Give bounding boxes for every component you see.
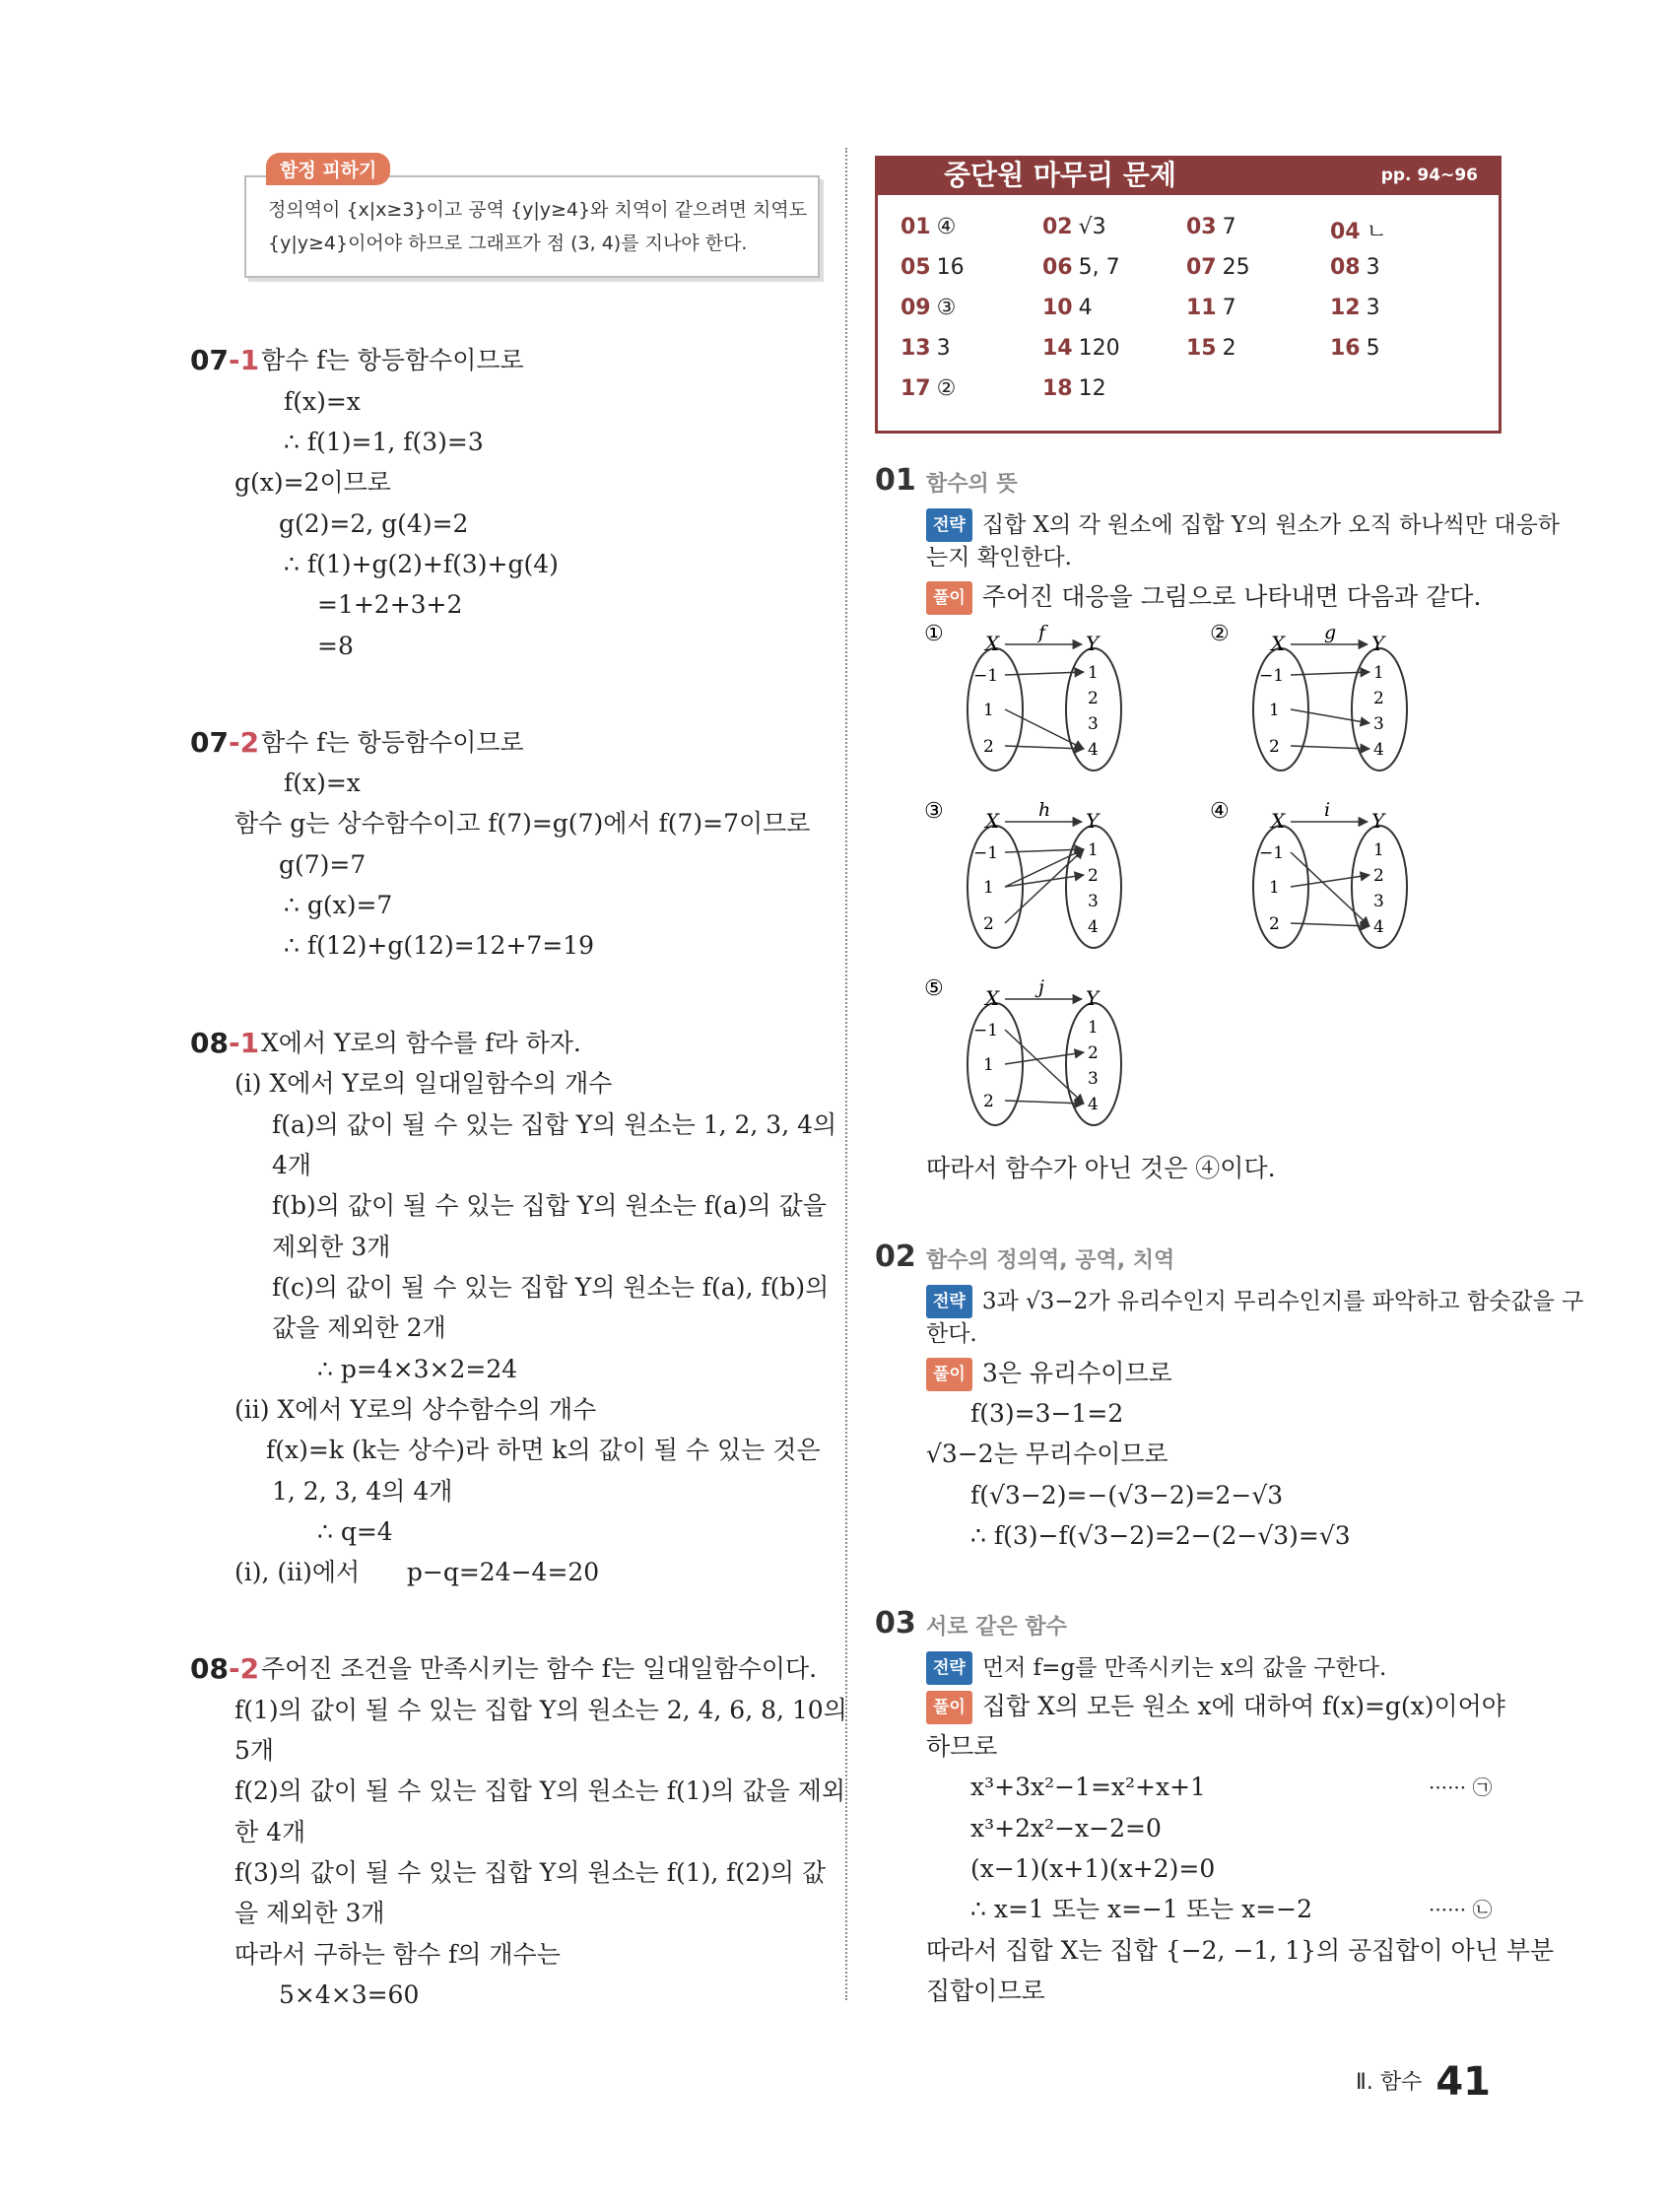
answer-item: 17 ② (901, 376, 957, 401)
answer-item: 02 √3 (1042, 215, 1106, 239)
answer-item: 13 3 (901, 336, 951, 361)
set-y-label: Y (1086, 986, 1100, 1010)
section-number: 03 (875, 1606, 916, 1641)
solution-line: 풀이 주어진 대응을 그림으로 나타내면 다음과 같다. (926, 581, 1481, 615)
solution-line: 풀이 3은 유리수이므로 (926, 1358, 1172, 1391)
text-line: (i) X에서 Y로의 일대일함수의 개수 (234, 1069, 613, 1098)
math-line: f(x)=x (284, 387, 361, 416)
problem-label-08-2: 08-2 (190, 1652, 260, 1685)
section-title: 함수의 뜻 (926, 472, 1018, 497)
set-y-element: 4 (1088, 1095, 1099, 1114)
caution-box (244, 175, 820, 278)
set-y-label: Y (1371, 809, 1385, 833)
text-line: f(2)의 값이 될 수 있는 집합 Y의 원소는 f(1)의 값을 제외 (234, 1776, 846, 1805)
set-y-element: 2 (1373, 689, 1384, 708)
set-y-element: 3 (1373, 892, 1384, 911)
math-line: g(x)=2이므로 (234, 468, 391, 497)
set-x-element: −1 (1259, 843, 1285, 863)
section-number: 01 (875, 463, 916, 498)
mapping-diagram (924, 622, 1121, 771)
mapping-arrow (1005, 1052, 1084, 1064)
mapping-diagram (1210, 622, 1407, 771)
text-line: f(c)의 값이 될 수 있는 집합 Y의 원소는 f(a), f(b)의 (272, 1273, 830, 1302)
set-x-label: X (985, 809, 1000, 833)
mapping-arrow (1005, 709, 1084, 749)
math-line: x³+2x²−x−2=0 (970, 1814, 1162, 1843)
mapping-diagram (1210, 799, 1407, 948)
answer-item: 16 5 (1330, 336, 1380, 361)
answer-box (875, 156, 1501, 434)
page-footer (1356, 2059, 1491, 2105)
text-line: 을 제외한 3개 (234, 1899, 385, 1927)
set-x-element: 2 (983, 737, 994, 757)
choice-mark: ③ (924, 799, 944, 824)
caution-line: {y|y≥4}이어야 하므로 그래프가 점 (3, 4)를 지나야 한다. (268, 233, 748, 254)
answer-item: 04 ㄴ (1330, 220, 1387, 244)
math-line: g(2)=2, g(4)=2 (279, 509, 469, 538)
set-x-element: 2 (983, 1092, 994, 1111)
set-y-element: 4 (1088, 740, 1099, 760)
set-y-element: 1 (1088, 663, 1099, 683)
math-line: g(7)=7 (279, 850, 367, 879)
mapping-diagram (924, 799, 1121, 948)
math-line: ∴ f(3)−f(√3−2)=2−(2−√3)=√3 (970, 1521, 1351, 1550)
choice-mark: ④ (1210, 799, 1230, 824)
math-line: f(√3−2)=−(√3−2)=2−√3 (970, 1481, 1284, 1509)
answer-item: 18 12 (1042, 376, 1106, 401)
text-line: 한 4개 (234, 1818, 306, 1846)
choice-mark: ⑤ (924, 976, 944, 1001)
set-x-label: X (985, 632, 1000, 655)
problem-label-07-1: 07-1 (190, 344, 260, 376)
answer-item: 06 5, 7 (1042, 255, 1120, 280)
function-label: f (1038, 622, 1046, 643)
set-y-element: 3 (1373, 714, 1384, 734)
set-y-element: 2 (1088, 689, 1099, 708)
strategy-tag: 전략 (926, 508, 972, 542)
set-y-element: 1 (1373, 663, 1384, 683)
math-line: ∴ f(1)=1, f(3)=3 (284, 428, 484, 456)
answer-item: 15 2 (1186, 336, 1236, 361)
mapping-diagram (924, 976, 1121, 1125)
set-x-element: 2 (1269, 914, 1280, 934)
strategy-line: 전략 3과 √3−2가 유리수인지 무리수인지를 파악하고 함숫값을 구 (926, 1285, 1583, 1318)
math-line: 5×4×3=60 (279, 1980, 420, 2009)
function-label: h (1038, 799, 1051, 821)
math-line: ∴ f(1)+g(2)+f(3)+g(4) (284, 550, 559, 578)
answer-item: 03 7 (1186, 215, 1236, 239)
answer-item: 07 25 (1186, 255, 1250, 280)
math-line: x³+3x²−1=x²+x+1 (970, 1773, 1206, 1801)
strategy-line: 는지 확인한다. (926, 545, 1072, 570)
math-line: ∴ x=1 또는 x=−1 또는 x=−2 (970, 1895, 1312, 1923)
set-y-element: 3 (1088, 714, 1099, 734)
equation-mark: ······ ㉡ (1429, 1898, 1493, 1921)
function-label: g (1324, 622, 1337, 643)
set-y-element: 4 (1088, 917, 1099, 937)
mapping-arrow (1291, 709, 1369, 723)
choice-mark: ② (1210, 622, 1230, 646)
function-label: j (1038, 976, 1044, 998)
strategy-line: 전략 집합 X의 각 원소에 집합 Y의 원소가 오직 하나씩만 대응하 (926, 508, 1560, 542)
answer-item: 10 4 (1042, 296, 1093, 320)
set-x-element: 1 (983, 701, 994, 720)
set-y-element: 1 (1373, 840, 1384, 860)
set-x-label: X (1271, 632, 1286, 655)
answer-box-title: 중단원 마무리 문제 (944, 159, 1176, 191)
section-title: 서로 같은 함수 (926, 1615, 1067, 1640)
set-x-element: −1 (973, 1021, 999, 1040)
set-x-element: 2 (983, 914, 994, 934)
math-line: f(x)=x (284, 769, 361, 797)
math-line: (x−1)(x+1)(x+2)=0 (970, 1854, 1216, 1883)
set-x-element: 2 (1269, 737, 1280, 757)
text-line: 5개 (234, 1736, 275, 1765)
set-x-element: 1 (983, 878, 994, 898)
set-y-element: 1 (1088, 840, 1099, 860)
math-line: =1+2+3+2 (317, 590, 463, 619)
text-line: f(3)의 값이 될 수 있는 집합 Y의 원소는 f(1), f(2)의 값 (234, 1858, 827, 1887)
answer-box-pages: pp. 94~96 (1380, 166, 1478, 185)
set-x-element: 1 (983, 1055, 994, 1075)
set-y-element: 2 (1088, 866, 1099, 886)
set-x-element: −1 (973, 666, 999, 686)
function-label: i (1324, 799, 1331, 821)
set-y-element: 4 (1373, 740, 1384, 760)
mapping-diagrams (916, 621, 1448, 1153)
answer-box-header (875, 156, 1501, 195)
text-line: 하므로 (926, 1732, 998, 1761)
caution-tab: 함정 피하기 (266, 153, 390, 185)
text-line: 함수 f는 항등함수이므로 (261, 728, 524, 757)
mapping-arrow (1291, 875, 1369, 887)
answer-item: 08 3 (1330, 255, 1380, 280)
text-line: 집합이므로 (926, 1977, 1045, 2005)
text-line: 4개 (272, 1151, 312, 1179)
text-line: 1, 2, 3, 4의 4개 (272, 1477, 453, 1506)
answer-item: 11 7 (1186, 296, 1236, 320)
math-line: ∴ f(12)+g(12)=12+7=19 (284, 931, 595, 960)
text-line: 제외한 3개 (272, 1233, 391, 1261)
problem-label-08-1: 08-1 (190, 1027, 260, 1059)
set-y-element: 2 (1373, 866, 1384, 886)
set-y-element: 4 (1373, 917, 1384, 937)
math-line: ∴ q=4 (317, 1517, 393, 1546)
set-y-element: 2 (1088, 1043, 1099, 1063)
math-line: ∴ p=4×3×2=24 (317, 1355, 518, 1383)
text-line: 따라서 집합 X는 집합 {−2, −1, 1}의 공집합이 아닌 부분 (926, 1936, 1555, 1965)
text-line: f(1)의 값이 될 수 있는 집합 Y의 원소는 2, 4, 6, 8, 10의 (234, 1696, 847, 1724)
set-x-element: −1 (973, 843, 999, 863)
answer-item: 09 ③ (901, 296, 957, 320)
answer-item: 14 120 (1042, 336, 1120, 361)
strategy-tag: 전략 (926, 1285, 972, 1318)
page-number: 41 (1435, 2059, 1491, 2105)
set-y-label: Y (1086, 809, 1100, 833)
choice-mark: ① (924, 622, 944, 646)
set-x-element: 1 (1269, 701, 1280, 720)
set-y-label: Y (1371, 632, 1385, 655)
set-y-element: 1 (1088, 1018, 1099, 1038)
equation-mark: ······ ㉠ (1429, 1776, 1493, 1799)
mapping-arrow (1005, 1030, 1084, 1104)
strategy-line: 전략 먼저 f=g를 만족시키는 x의 값을 구한다. (926, 1651, 1386, 1685)
text-line: f(a)의 값이 될 수 있는 집합 Y의 원소는 1, 2, 3, 4의 (272, 1110, 837, 1139)
strategy-tag: 전략 (926, 1651, 972, 1685)
section-number: 02 (875, 1240, 916, 1274)
conclusion-line: 따라서 함수가 아닌 것은 ④이다. (926, 1154, 1276, 1182)
text-line: 따라서 구하는 함수 f의 개수는 (234, 1940, 561, 1969)
text-line: f(b)의 값이 될 수 있는 집합 Y의 원소는 f(a)의 값을 (272, 1191, 827, 1220)
strategy-line: 한다. (926, 1321, 977, 1347)
text-line: 주어진 조건을 만족시키는 함수 f는 일대일함수이다. (261, 1654, 818, 1683)
answer-item: 12 3 (1330, 296, 1380, 320)
solution-tag: 풀이 (926, 581, 972, 615)
set-x-label: X (1271, 809, 1286, 833)
text-line: (ii) X에서 Y로의 상수함수의 개수 (234, 1395, 597, 1424)
set-x-element: 1 (1269, 878, 1280, 898)
section-title: 함수의 정의역, 공역, 치역 (926, 1248, 1175, 1273)
solution-tag: 풀이 (926, 1358, 972, 1391)
mapping-arrow (1291, 852, 1369, 926)
text-line: 값을 제외한 2개 (272, 1313, 446, 1342)
text-line: X에서 Y로의 함수를 f라 하자. (261, 1029, 581, 1057)
text-line: 함수 g는 상수함수이고 f(7)=g(7)에서 f(7)=7이므로 (234, 809, 811, 838)
problem-label-07-2: 07-2 (190, 726, 260, 759)
solution-line: 풀이 집합 X의 모든 원소 x에 대하여 f(x)=g(x)이어야 (926, 1691, 1505, 1724)
set-y-label: Y (1086, 632, 1100, 655)
answer-item: 05 16 (901, 255, 965, 280)
math-line: f(3)=3−1=2 (970, 1399, 1124, 1428)
text-line: (i), (ii)에서 p−q=24−4=20 (234, 1558, 600, 1586)
solution-tag: 풀이 (926, 1691, 972, 1724)
set-x-element: −1 (1259, 666, 1285, 686)
math-line: ∴ g(x)=7 (284, 891, 393, 919)
set-y-element: 3 (1088, 892, 1099, 911)
mapping-arrow (1005, 849, 1084, 923)
set-x-label: X (985, 986, 1000, 1010)
chapter-label: Ⅱ. 함수 (1356, 2070, 1423, 2095)
caution-line: 정의역이 {x|x≥3}이고 공역 {y|y≥4}와 치역이 같으려면 치역도 (268, 199, 808, 221)
text-line: 함수 f는 항등함수이므로 (261, 346, 524, 374)
answer-item: 01 ④ (901, 215, 957, 239)
math-line: =8 (317, 632, 354, 660)
text-line: f(x)=k (k는 상수)라 하면 k의 값이 될 수 있는 것은 (266, 1436, 821, 1464)
math-line: √3−2는 무리수이므로 (926, 1440, 1168, 1468)
set-y-element: 3 (1088, 1069, 1099, 1089)
